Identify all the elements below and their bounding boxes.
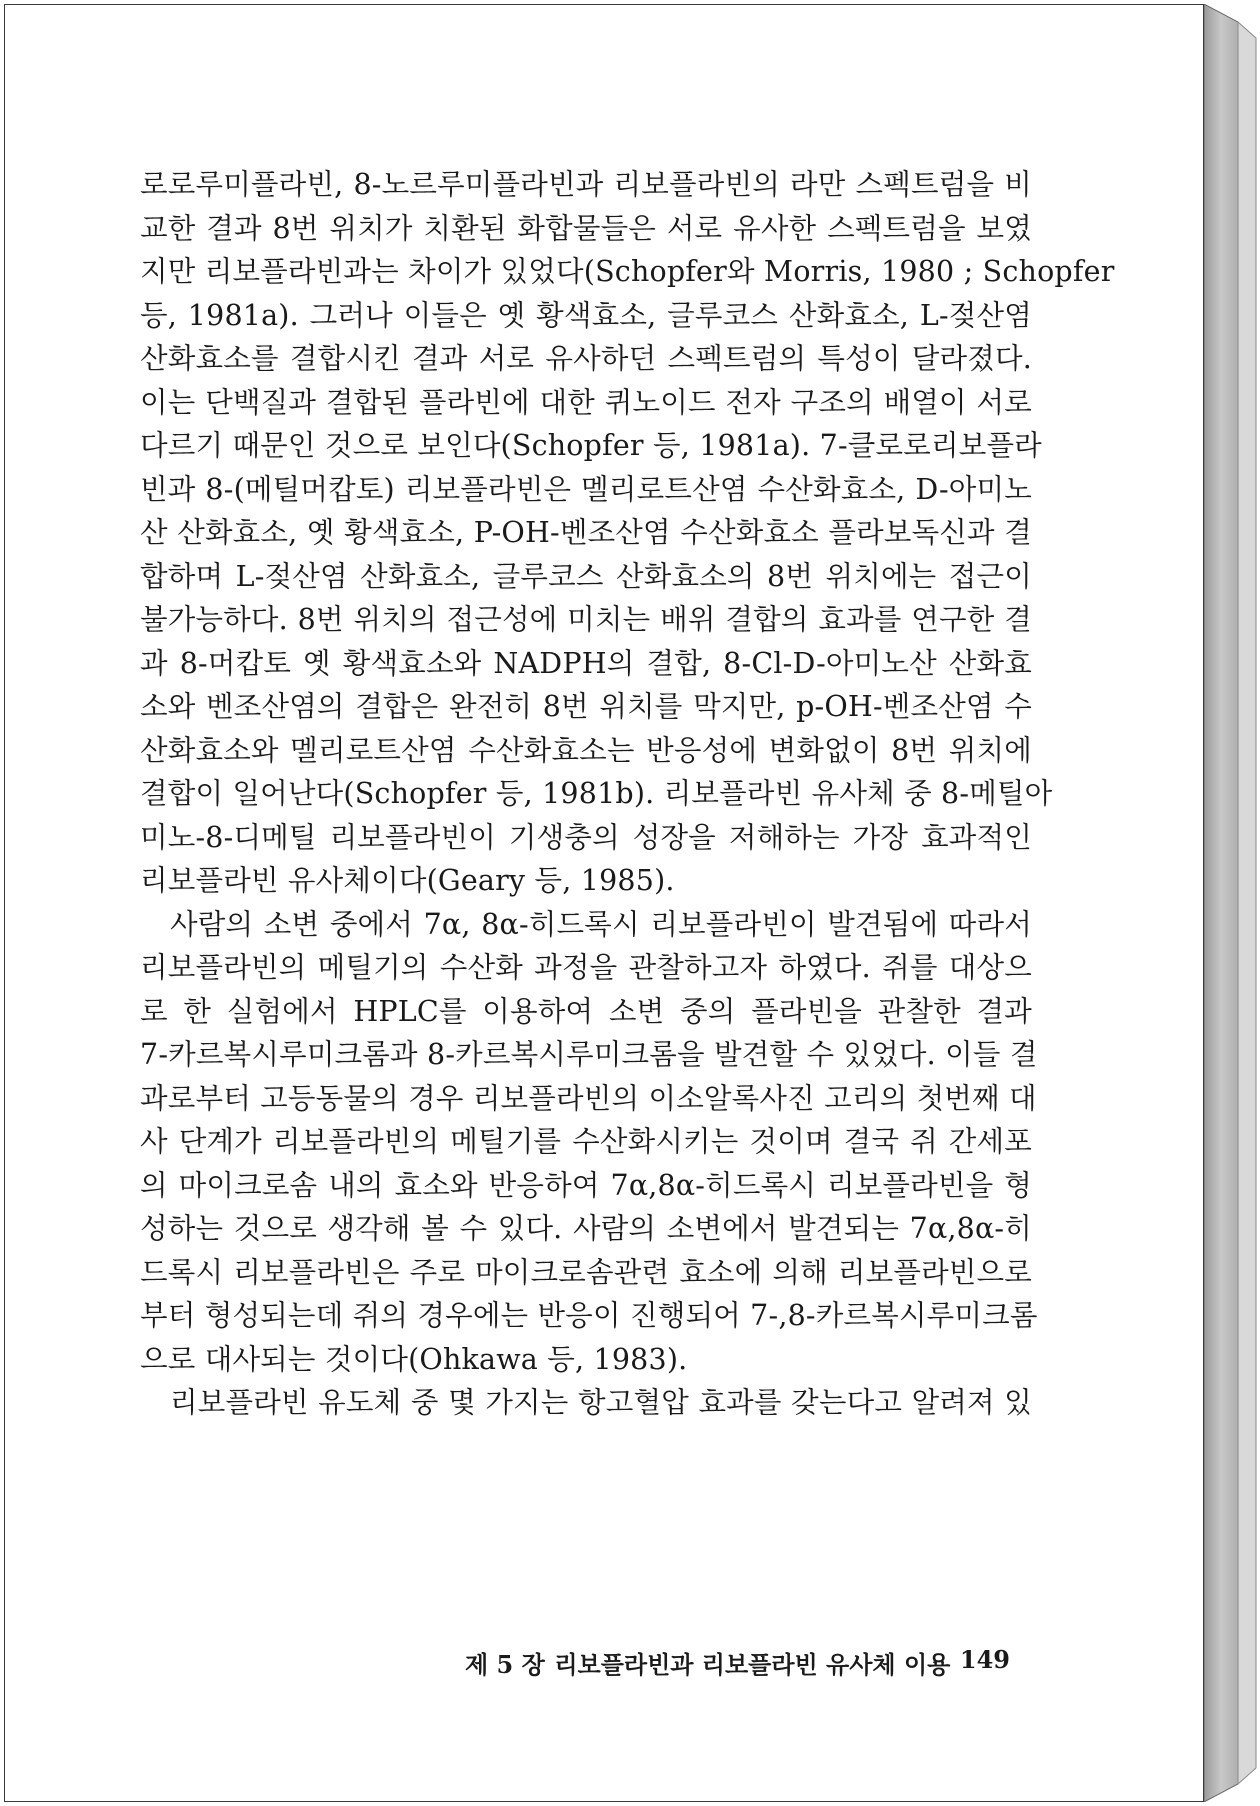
text-line: 교한 결과 8번 위치가 치환된 화합물들은 서로 유사한 스펙트럼을 보였	[140, 211, 1032, 245]
text-line: 성하는 것으로 생각해 볼 수 있다. 사람의 소변에서 발견되는 7α,8α-히	[140, 1212, 1032, 1245]
text-line: 소와 벤조산염의 결합은 완전히 8번 위치를 막지만, p-OH-벤조산염 수	[140, 690, 1032, 723]
text-line: 등, 1981a). 그러나 이들은 옛 황색효소, 글루코스 산화효소, L-젖산염	[140, 298, 1032, 332]
text-line: 지만 리보플라빈과는 차이가 있었다(Schopfer와 Morris, 1980 ; Schopfer	[140, 255, 1115, 288]
text-line: 드록시 리보플라빈은 주로 마이크로솜관련 효소에 의해 리보플라빈으로	[140, 1255, 1032, 1289]
text-line-paragraph-start: 사람의 소변 중에서 7α, 8α-히드록시 리보플라빈이 발견됨에 따라서	[170, 907, 1032, 941]
text-line: 미노-8-디메틸 리보플라빈이 기생충의 성장을 저해하는 가장 효과적인	[140, 820, 1032, 854]
text-line: 사 단계가 리보플라빈의 메틸기를 수산화시키는 것이며 결국 쥐 간세포	[140, 1125, 1032, 1158]
text-line: 로로루미플라빈, 8-노르루미플라빈과 리보플라빈의 라만 스펙트럼을 비	[140, 168, 1032, 201]
text-line: 빈과 8-(메틸머캅토) 리보플라빈은 멜리로트산염 수산화효소, D-아미노	[140, 472, 1032, 506]
text-line: 불가능하다. 8번 위치의 접근성에 미치는 배위 결합의 효과를 연구한 결	[140, 603, 1032, 636]
text-line: 다르기 때문인 것으로 보인다(Schopfer 등, 1981a). 7-클로로리보플라	[140, 429, 1042, 462]
text-line: 리보플라빈의 메틸기의 수산화 과정을 관찰하고자 하였다. 쥐를 대상으	[140, 951, 1032, 984]
page-edge	[1204, 4, 1260, 1802]
text-line: 7-카르복시루미크롬과 8-카르복시루미크롬을 발견할 수 있었다. 이들 결	[140, 1038, 1038, 1071]
text-line: 과로부터 고등동물의 경우 리보플라빈의 이소알록사진 고리의 첫번째 대	[140, 1081, 1037, 1115]
text-line: 로 한 실험에서 HPLC를 이용하여 소변 중의 플라빈을 관찰한 결과	[140, 994, 1032, 1028]
text-line: 의 마이크로솜 내의 효소와 반응하여 7α,8α-히드록시 리보플라빈을 형	[140, 1168, 1032, 1202]
body-text	[140, 163, 1115, 1425]
text-line: 산화효소를 결합시킨 결과 서로 유사하던 스펙트럼의 특성이 달라졌다.	[140, 342, 1032, 375]
running-footer	[465, 1645, 1010, 1680]
book-page	[4, 4, 1204, 1802]
text-line: 부터 형성되는데 쥐의 경우에는 반응이 진행되어 7-,8-카르복시루미크롬	[140, 1299, 1038, 1332]
footer-chapter-title: 리보플라빈과 리보플라빈 유사체 이용	[554, 1650, 951, 1679]
text-line-paragraph-start: 리보플라빈 유도체 중 몇 가지는 항고혈압 효과를 갖는다고 알려져 있	[170, 1386, 1032, 1419]
text-line: 산화효소와 멜리로트산염 수산화효소는 반응성에 변화없이 8번 위치에	[140, 733, 1032, 767]
text-line: 이는 단백질과 결합된 플라빈에 대한 퀴노이드 전자 구조의 배열이 서로	[140, 385, 1032, 419]
text-line-paragraph-end: 리보플라빈 유사체이다(Geary 등, 1985).	[140, 864, 675, 897]
text-line: 과 8-머캅토 옛 황색효소와 NADPH의 결합, 8-Cl-D-아미노산 산화효	[140, 646, 1032, 680]
page-number: 149	[959, 1645, 1010, 1674]
text-line-paragraph-end: 으로 대사되는 것이다(Ohkawa 등, 1983).	[140, 1342, 688, 1376]
text-line: 합하며 L-젖산염 산화효소, 글루코스 산화효소의 8번 위치에는 접근이	[140, 559, 1032, 593]
text-line: 산 산화효소, 옛 황색효소, P-OH-벤조산염 수산화효소 플라보독신과 결	[140, 516, 1032, 549]
footer-chapter: 제 5 장	[465, 1650, 545, 1679]
text-line: 결합이 일어난다(Schopfer 등, 1981b). 리보플라빈 유사체 중 8-메틸아	[140, 777, 1053, 810]
